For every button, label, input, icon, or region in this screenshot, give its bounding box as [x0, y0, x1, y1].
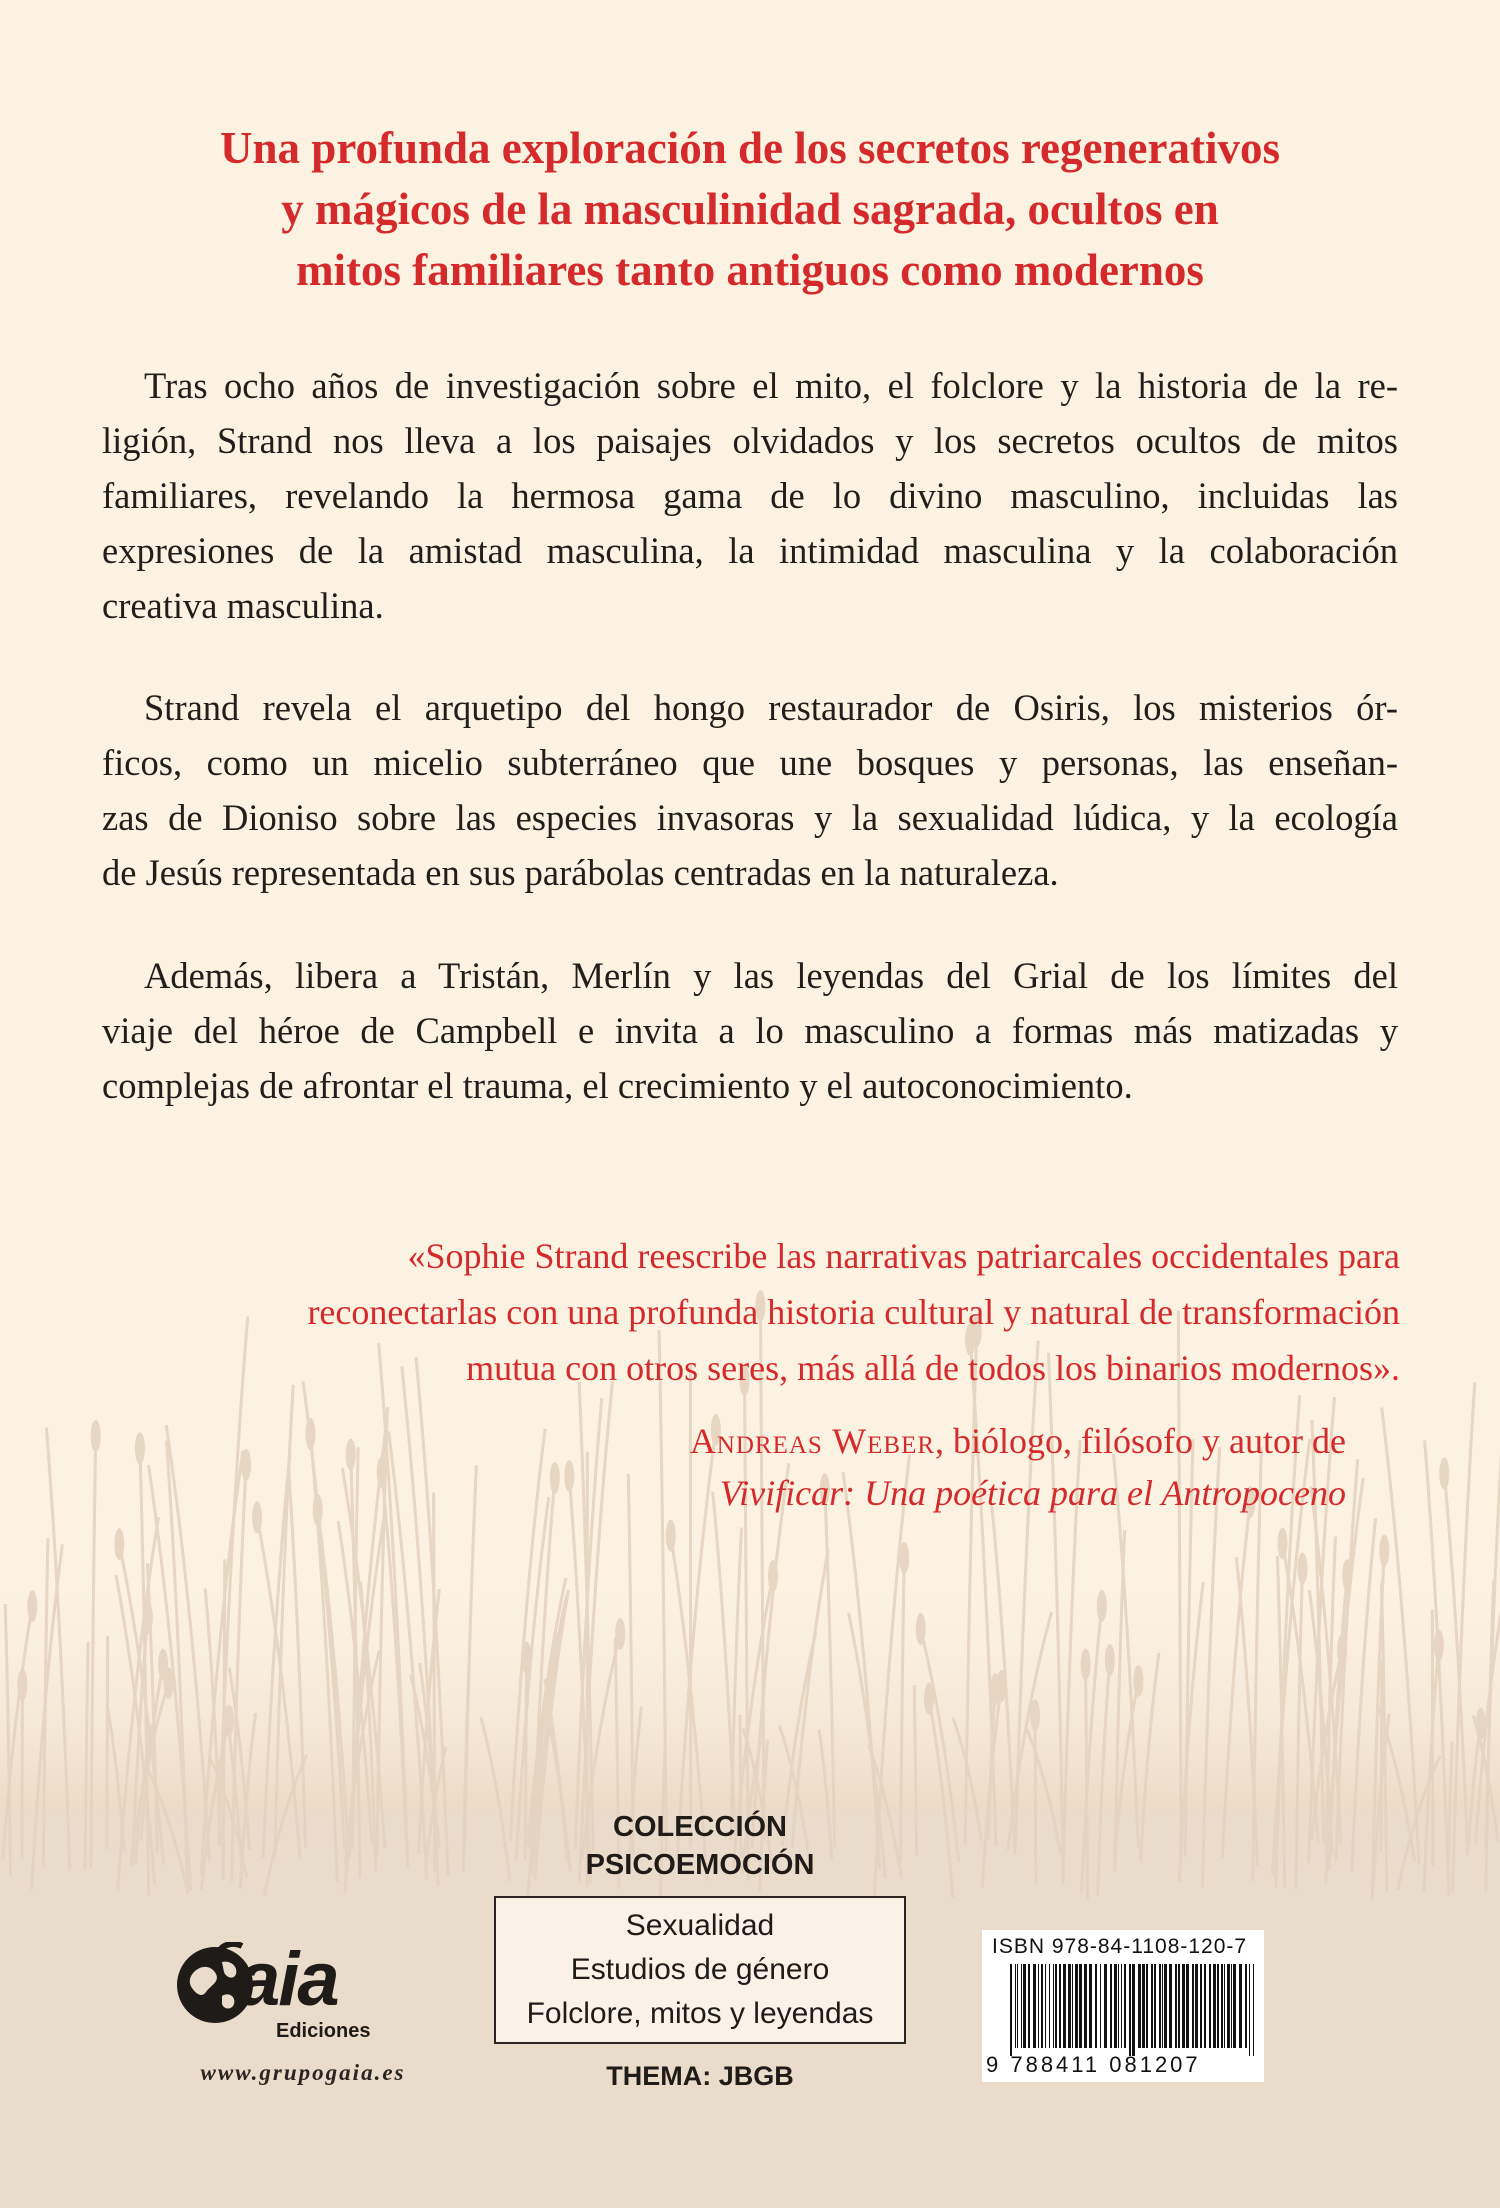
barcode-bar [1010, 1964, 1012, 2056]
headline-line: y mágicos de la masculinidad sagrada, ocultos en [281, 184, 1219, 234]
barcode-bar [1121, 1964, 1122, 2048]
barcode-bar [1209, 1964, 1211, 2048]
barcode-bar [1114, 1964, 1117, 2048]
barcode-bar [1253, 1964, 1254, 2056]
barcode-bar [1192, 1964, 1194, 2048]
topics-box [494, 1896, 906, 2044]
barcode-bar [1124, 1964, 1126, 2048]
grass-seedhead [135, 1432, 145, 1464]
paragraph-line: expresiones de la amistad masculina, la intimidad masculina y la colaboración [102, 530, 1398, 571]
barcode-bar [1118, 1964, 1119, 2048]
barcode-bar [1249, 1964, 1250, 2056]
grass-seedhead [1030, 1699, 1040, 1731]
thema-code: THEMA: JBGB [606, 2061, 794, 2091]
paragraph-line: familiares, revelando la hermosa gama de lo divino masculino, incluidas las [102, 475, 1398, 516]
paragraph-line: Tras ocho años de investigación sobre el mito, el folclore y la historia de la re- [144, 365, 1398, 406]
publisher-logo [168, 1937, 438, 2060]
headline-line: mitos familiares tanto antiguos como modernos [296, 245, 1204, 295]
body-paragraph-1 [102, 358, 1398, 633]
barcode-bar [1245, 1964, 1247, 2048]
barcode-bar [1182, 1964, 1185, 2048]
grass-seedhead [91, 1420, 101, 1452]
quote-line: «Sophie Strand reescribe las narrativas patriarcales occidentales para [407, 1236, 1400, 1276]
grass-seedhead [305, 1418, 315, 1450]
paragraph-line: zas de Dioniso sobre las especies invasoras y la sexualidad lúdica, y la ecología [102, 797, 1398, 838]
grass-blade [22, 1685, 23, 1860]
grass-seedhead [1439, 1457, 1449, 1489]
barcode-bar [1023, 1964, 1026, 2048]
barcode-bar [1154, 1964, 1156, 2048]
paragraph-line: de Jesús representada en sus parábolas centradas en la naturaleza. [102, 852, 1059, 893]
attribution-name: Andreas Weber [689, 1421, 936, 1461]
barcode-bar [1038, 1964, 1039, 2048]
barcode-bar [1138, 1964, 1141, 2048]
barcode-bar [1049, 1964, 1050, 2048]
isbn-barcode [982, 1930, 1264, 2082]
grass-blade [223, 1559, 225, 1879]
barcode-bar [1100, 1964, 1101, 2048]
grass-blade [434, 1493, 435, 1873]
grass-seedhead [377, 1456, 387, 1488]
publisher-website[interactable]: www.grupogaia.es [200, 2060, 406, 2085]
barcode-bar [1045, 1964, 1046, 2048]
barcode-bar [1129, 1964, 1131, 2056]
barcode-bar [1021, 1964, 1022, 2048]
quote-line: mutua con otros seres, más allá de todos los binarios modernos». [466, 1348, 1400, 1388]
grass-seedhead [768, 1560, 778, 1592]
paragraph-line: Strand revela el arquetipo del hongo restaurador de Osiris, los misterios ór- [144, 687, 1398, 728]
barcode-bar [1195, 1964, 1198, 2048]
grass-seedhead [1105, 1644, 1115, 1676]
topic-item: Estudios de género [570, 1953, 830, 1986]
barcode-bar [1169, 1964, 1172, 2048]
body-paragraph-2 [102, 680, 1398, 900]
grass-seedhead [1097, 1590, 1107, 1622]
topic-item: Folclore, mitos y leyendas [526, 1997, 874, 2030]
collection-line: COLECCIÓN [613, 1811, 787, 1843]
barcode-bar [1017, 1964, 1018, 2048]
grass-blade [1086, 1664, 1088, 1899]
barcode-bar [1224, 1964, 1225, 2048]
grass-seedhead [615, 1618, 625, 1650]
grass-seedhead [114, 1528, 124, 1560]
grass-blade [107, 1636, 108, 1849]
barcode-bar [1231, 1964, 1232, 2048]
barcode-bar [1178, 1964, 1180, 2048]
barcode-bar [1110, 1964, 1112, 2048]
barcode-bar [1151, 1964, 1153, 2048]
topic-item: Sexualidad [625, 1909, 775, 1942]
barcode-bar [1015, 1964, 1016, 2048]
barcode-bar [1084, 1964, 1087, 2048]
grass-seedhead [1379, 1535, 1389, 1567]
barcode-bar [1041, 1964, 1043, 2048]
barcode-bar [1142, 1964, 1145, 2048]
barcode-bar [1132, 1964, 1135, 2056]
barcode-bar [1053, 1964, 1054, 2048]
barcode-bar [1079, 1964, 1082, 2048]
endorsement-quote [100, 1228, 1400, 1396]
grass-seedhead [924, 1683, 934, 1715]
grass-seedhead [1298, 1553, 1308, 1585]
barcode-bar [1164, 1964, 1167, 2048]
body-paragraph-3 [102, 948, 1398, 1113]
grass-seedhead [27, 1590, 37, 1622]
grass-seedhead [1434, 1630, 1444, 1662]
paragraph-line: ligión, Strand nos lleva a los paisajes olvidados y los secretos ocultos de mitos [102, 420, 1398, 461]
paragraph-line: viaje del héroe de Campbell e invita a lo masculino a formas más matizadas y [102, 1010, 1398, 1051]
grass-seedhead [252, 1501, 262, 1533]
grass-blade [1035, 1715, 1036, 1884]
barcode-digits: 9 788411 081207 [986, 2052, 1201, 2077]
barcode-bar [1213, 1964, 1216, 2048]
barcode [1010, 1964, 1256, 2056]
barcode-bar [1233, 1964, 1236, 2048]
grass-seedhead [346, 1439, 356, 1471]
barcode-bar [1239, 1964, 1242, 2048]
grass-blade [525, 1658, 526, 1860]
paragraph-line: ficos, como un micelio subterráneo que une bosques y personas, las enseñan- [102, 742, 1398, 783]
logo-subtitle: Ediciones [276, 2020, 371, 2042]
headline [100, 118, 1400, 301]
quote-attribution [690, 1415, 1346, 1519]
barcode-bar [1159, 1964, 1161, 2048]
attribution-work: Vivificar: Una poética para el Antropoceno [719, 1473, 1346, 1513]
grass-seedhead [916, 1613, 926, 1645]
barcode-bar [1200, 1964, 1202, 2048]
barcode-bar [1217, 1964, 1219, 2048]
barcode-bar [1089, 1964, 1092, 2048]
barcode-bar [1104, 1964, 1107, 2048]
grass-blade [1381, 1661, 1382, 1852]
barcode-bar [1095, 1964, 1097, 2048]
barcode-bar [1227, 1964, 1230, 2048]
barcode-bar [1028, 1964, 1030, 2048]
grass-seedhead [990, 1673, 1000, 1705]
barcode-bar [1204, 1964, 1206, 2048]
isbn-label: ISBN 978-84-1108-120-7 [992, 1935, 1248, 1958]
logo-wordmark: aia [238, 1937, 338, 2022]
barcode-bar [1162, 1964, 1163, 2048]
quote-line: reconectarlas con una profunda historia cultural y natural de transformación [307, 1292, 1400, 1332]
barcode-bar [1059, 1964, 1061, 2048]
barcode-bar [1055, 1964, 1057, 2048]
grass-seedhead [1134, 1665, 1144, 1697]
grass-seedhead [158, 1649, 168, 1681]
headline-line: Una profunda exploración de los secretos regenerativos [220, 123, 1280, 173]
barcode-bar [1146, 1964, 1148, 2048]
barcode-bar [1068, 1964, 1071, 2048]
grass-seedhead [550, 1462, 560, 1494]
paragraph-line: Además, libera a Tristán, Merlín y las leyendas del Grial de los límites del [144, 955, 1398, 996]
paragraph-line: creativa masculina. [102, 585, 384, 626]
barcode-bar [1186, 1964, 1189, 2048]
grass-seedhead [666, 1520, 676, 1552]
barcode-bar [1221, 1964, 1223, 2048]
barcode-bar [1033, 1964, 1036, 2048]
barcode-bar [1075, 1964, 1078, 2048]
grass-seedhead [1081, 1648, 1091, 1680]
grass-seedhead [564, 1460, 574, 1492]
attribution-role: , biólogo, filósofo y autor de [935, 1421, 1346, 1461]
grass-seedhead [1278, 1528, 1288, 1560]
barcode-bar [1063, 1964, 1066, 2048]
paragraph-line: complejas de afrontar el trauma, el crecimiento y el autoconocimiento. [102, 1065, 1133, 1106]
collection-line: PSICOEMOCIÓN [585, 1849, 815, 1881]
barcode-bar [1175, 1964, 1177, 2048]
collection-title [550, 1808, 850, 1884]
barcode-bar [1072, 1964, 1073, 2048]
